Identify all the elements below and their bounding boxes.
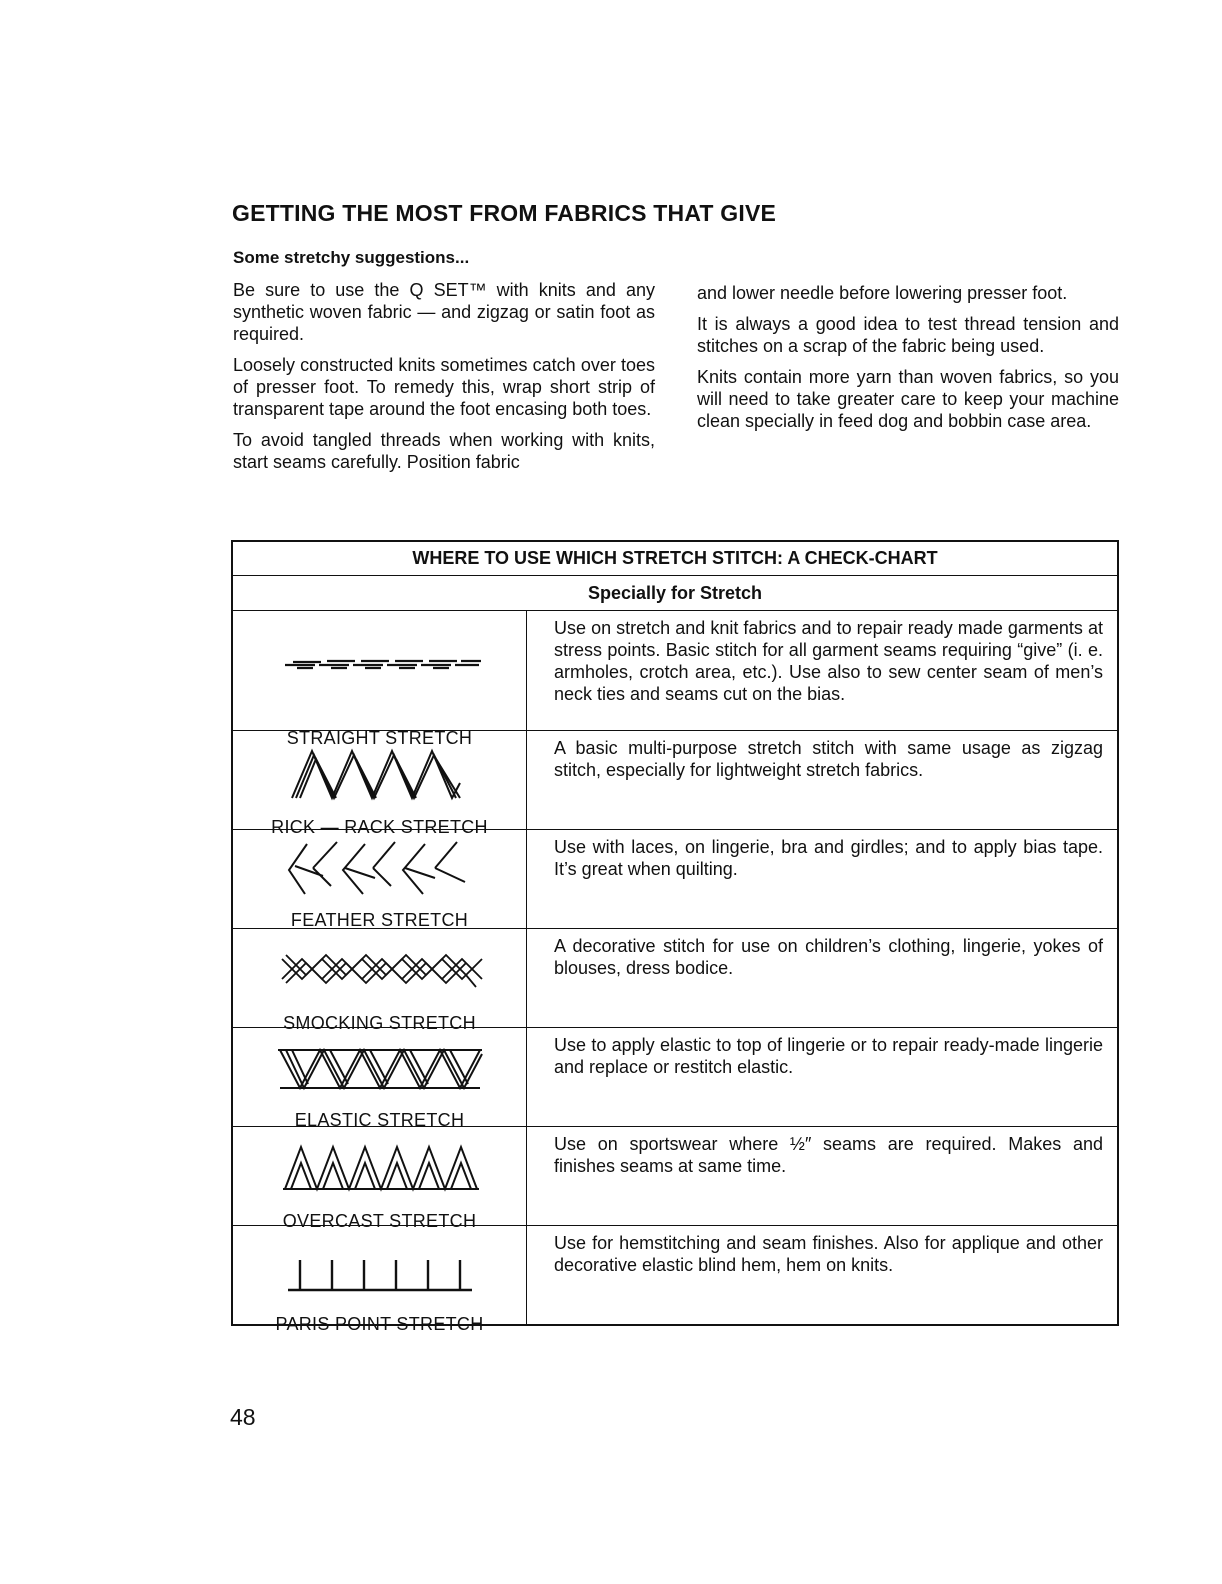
stitch-name: OVERCAST STRETCH: [282, 1211, 477, 1231]
page-number: 48: [230, 1404, 256, 1430]
stitch-name: FEATHER STRETCH: [290, 910, 469, 930]
paragraph: Knits contain more yarn than woven fabrics, so you will need to take greater care to keep your machine clean specially in feed dog and bobbin case area.: [697, 367, 1119, 431]
stitch-description: A basic multi-purpose stretch stitch with same usage as zigzag stitch, especially for lightweight stretch fabrics.: [527, 731, 1119, 830]
stitch-name: PARIS POINT STRETCH: [275, 1314, 484, 1334]
stitch-description: A decorative stitch for use on children’s clothing, lingerie, yokes of blouses, dress bodice.: [527, 929, 1119, 1028]
paragraph: and lower needle before lowering presser foot.: [697, 283, 1068, 303]
stitch-name: SMOCKING STRETCH: [283, 1013, 476, 1033]
smocking-stretch-icon: [270, 939, 490, 1001]
chart-row: [232, 611, 1118, 731]
chart-header: WHERE TO USE WHICH STRETCH STITCH: A CHECK-CHART: [232, 541, 1118, 576]
stitch-cell: [232, 830, 527, 929]
overcast-stretch-icon: [275, 1137, 485, 1197]
stitch-description: Use with laces, on lingerie, bra and girdles; and to apply bias tape. It’s great when quilting.: [527, 830, 1119, 929]
paris-point-stretch-icon: [280, 1240, 480, 1300]
stitch-cell: [232, 929, 527, 1033]
left-text-column: [233, 279, 655, 482]
stitch-name: RICK — RACK STRETCH: [271, 817, 488, 837]
elastic-stretch-icon: [270, 1036, 490, 1096]
chart-row: [232, 929, 1118, 1028]
straight-stretch-icon: [275, 633, 485, 693]
stitch-description: Use to apply elastic to top of lingerie or to repair ready-made lingerie and replace or restitch elastic.: [527, 1028, 1119, 1127]
stitch-description: Use for hemstitching and seam finishes. Also for applique and other decorative elastic blind hem, hem on knits.: [527, 1226, 1119, 1326]
stitch-cell: [232, 1127, 527, 1231]
chart-row: [232, 830, 1118, 929]
chart-row: [232, 1127, 1118, 1226]
stitch-cell: [232, 611, 527, 748]
rick-rack-stretch-icon: [280, 743, 480, 805]
stitch-name: STRAIGHT STRETCH: [286, 728, 473, 748]
section-subtitle: Some stretchy suggestions...: [233, 248, 470, 267]
stitch-cell: [232, 1226, 527, 1334]
stitch-cell: [232, 731, 527, 837]
chart-subheader: Specially for Stretch: [232, 576, 1118, 611]
feather-stretch-icon: [275, 836, 485, 898]
stitch-name: ELASTIC STRETCH: [294, 1110, 465, 1130]
stitch-description: Use on sportswear where ½″ seams are required. Makes and finishes seams at same time.: [527, 1127, 1119, 1226]
paragraph: Loosely constructed knits sometimes catch over toes of presser foot. To remedy this, wrap short strip of transparent tape around the foot encasing both toes.: [233, 355, 655, 419]
right-text-column: [697, 282, 1119, 441]
stretch-stitch-check-chart: [231, 540, 1119, 1334]
stitch-description: Use on stretch and knit fabrics and to repair ready made garments at stress points. Basic stitch for all garment seams requiring “give” (i. e. armholes, crotch area, etc.). Use also to sew center seam of men’s neck ties and seams cut on the bias.: [527, 611, 1119, 731]
chart-row: [232, 1226, 1118, 1326]
stitch-cell: [232, 1028, 527, 1130]
chart-row: [232, 1028, 1118, 1127]
page-title: GETTING THE MOST FROM FABRICS THAT GIVE: [232, 200, 777, 226]
chart-row: [232, 731, 1118, 830]
paragraph: It is always a good idea to test thread tension and stitches on a scrap of the fabric being used.: [697, 314, 1119, 356]
paragraph: To avoid tangled threads when working with knits, start seams carefully. Position fabric: [233, 430, 655, 472]
paragraph: Be sure to use the Q SET™ with knits and any synthetic woven fabric — and zigzag or satin foot as required.: [233, 280, 655, 344]
